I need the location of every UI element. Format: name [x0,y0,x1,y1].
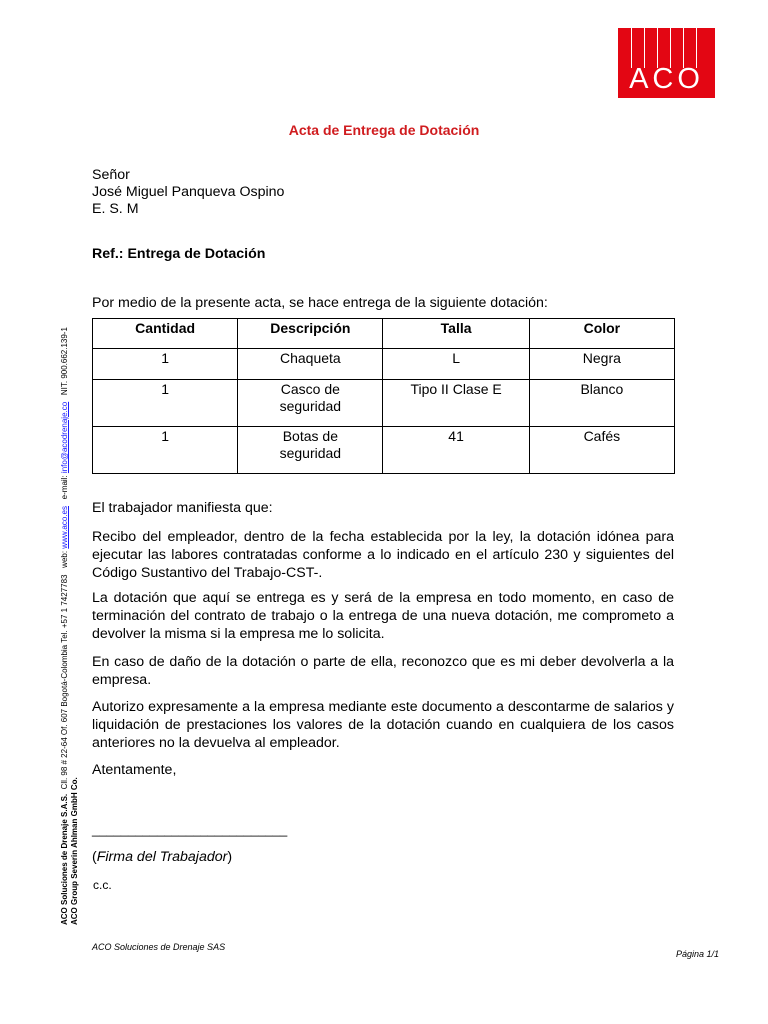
recipient-salutation: Señor [92,167,130,183]
company-sidebar [60,235,84,925]
sidebar-web-link[interactable]: www.aco.es [60,506,69,549]
signature-label-text: Firma del Trabajador [96,849,228,865]
sidebar-address: Cll. 98 # 22-64 Of. 607 Bogotá-Colombia Tel. +57 1 7427783 [60,574,69,790]
aco-logo [618,28,715,98]
footer-page-number: Página 1/1 [676,949,720,959]
cc-label: c.c. [93,878,112,892]
table-cell: 1 [93,349,238,380]
signature-label [92,848,232,866]
paragraph-intro-worker: El trabajador manifiesta que: [92,500,273,516]
signature-open: ( [92,849,97,865]
paragraph-return: La dotación que aquí se entrega es y será de la empresa en todo momento, en caso de terminación del contrato de trabajo o la entrega de una nueva dotación, me comprometo a devolver la misma si la empresa me lo solicita. [92,590,674,642]
table-row [93,427,675,474]
reference-line: Ref.: Entrega de Dotación [92,246,266,262]
signature-line: ___________________________ [92,822,288,837]
table-cell: Blanco [529,380,674,427]
recipient-name: José Miguel Panqueva Ospino [92,184,285,200]
intro-text: Por medio de la presente acta, se hace entrega de la siguiente dotación: [92,295,548,311]
sidebar-line-1 [60,235,70,925]
table-cell: Cafés [529,427,674,474]
table-cell: 1 [93,427,238,474]
table-cell: Chaqueta [238,349,383,380]
sidebar-email-link[interactable]: info@acodrenaje.co [60,401,69,474]
table-cell: Botas de seguridad [238,427,383,474]
table-header-cantidad: Cantidad [93,319,238,349]
table-cell: 1 [93,380,238,427]
table-cell: L [383,349,529,380]
table-header-color: Color [529,319,674,349]
document-title: Acta de Entrega de Dotación [288,122,480,138]
table-header-row [93,319,675,349]
paragraph-authorization: Autorizo expresamente a la empresa mediante este documento a descontarme de salarios y liquidación de prestaciones los valores de la dotación cuando en cualquiera de los casos anteriores no la devuelva al empleador. [92,699,674,751]
sidebar-company: ACO Soluciones de Drenaje S.A.S. [60,793,69,925]
dotacion-table [92,318,675,474]
table-cell: Tipo II Clase E [383,380,529,427]
table-cell: Negra [529,349,674,380]
table-cell: 41 [383,427,529,474]
closing-text: Atentamente, [92,762,177,778]
sidebar-group: ACO Group Severin Ahlman GmbH Co. [70,777,79,925]
footer-company: ACO Soluciones de Drenaje SAS [92,942,226,952]
recipient-place: E. S. M [92,201,139,217]
table-row [93,380,675,427]
table-cell: Casco de seguridad [238,380,383,427]
signature-close: ) [227,849,233,865]
paragraph-receipt: Recibo del empleador, dentro de la fecha establecida por la ley, la dotación idónea para ejecutar las labores contratadas conforme a lo indicado en el artículo 230 y siguientes del Código Sustantivo del Trabajo-CST-. [92,529,674,581]
sidebar-nit: NIT. 900.662.139-1 [60,327,69,396]
table-row [93,349,675,380]
sidebar-web-label: web: [60,550,69,568]
paragraph-damage: En caso de daño de la dotación o parte de ella, reconozco que es mi deber devolverla a la empresa. [92,654,674,688]
table-header-descripcion: Descripción [238,319,383,349]
logo-stripes [618,28,715,68]
logo-text: ACO [629,63,704,95]
table-header-talla: Talla [383,319,529,349]
sidebar-email-label: e-mail: [60,475,69,500]
